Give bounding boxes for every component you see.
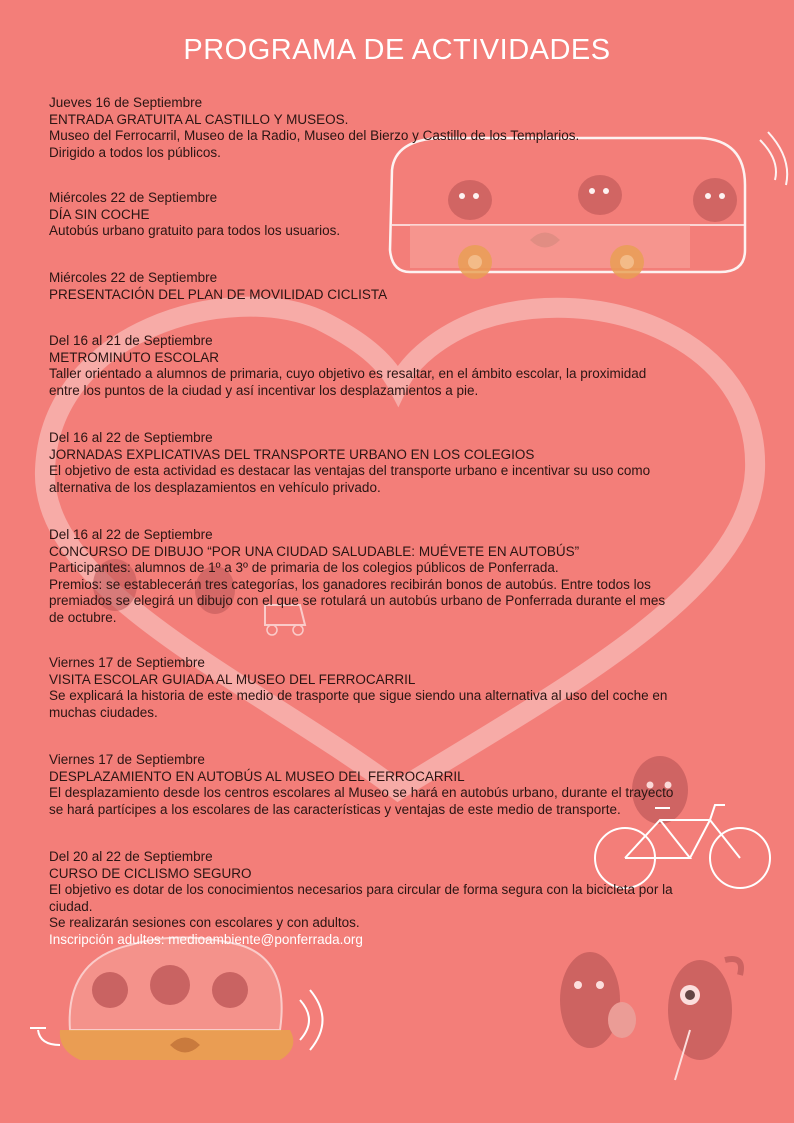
event-4: [49, 333, 769, 399]
event-name: CURSO DE CICLISMO SEGURO: [49, 865, 252, 881]
event-date: Viernes 17 de Septiembre: [49, 655, 205, 670]
event-date: Del 16 al 22 de Septiembre: [49, 527, 213, 542]
event-description: muchas ciudades.: [49, 704, 158, 720]
event-description: entre los puntos de la ciudad y así incentivar los desplazamientos a pie.: [49, 382, 479, 398]
event-name: JORNADAS EXPLICATIVAS DEL TRANSPORTE URBANO EN LOS COLEGIOS: [49, 446, 535, 462]
registration-email-link[interactable]: Inscripción adultos: medioambiente@ponferrada.org: [49, 931, 363, 947]
event-date: Del 16 al 21 de Septiembre: [49, 333, 213, 348]
event-6: [49, 527, 769, 626]
event-description: premiados se elegirá un dibujo con el que se rotulará un autobús urbano de Ponferrada durante el mes: [49, 593, 666, 608]
event-description: de octubre.: [49, 609, 117, 625]
event-description: Dirigido a todos los públicos.: [49, 144, 221, 160]
event-date: Miércoles 22 de Septiembre: [49, 270, 218, 285]
event-description: alternativa de los desplazamientos en vehículo privado.: [49, 479, 381, 495]
event-8: [49, 752, 769, 818]
pedestrians-icon: [560, 952, 741, 1080]
event-description: Participantes: alumnos de 1º a 3º de primaria de los colegios públicos de Ponferrada.: [49, 560, 559, 575]
event-description: El desplazamiento desde los centros escolares al Museo se hará en autobús urbano, durante el trayecto: [49, 785, 674, 800]
event-description: Se realizarán sesiones con escolares y con adultos.: [49, 915, 360, 930]
event-5: [49, 430, 769, 496]
event-1: [49, 95, 769, 161]
event-name: PRESENTACIÓN DEL PLAN DE MOVILIDAD CICLISTA: [49, 286, 388, 302]
event-description: Premios: se establecerán tres categorías, los ganadores recibirán bonos de autobús. Entre todos los: [49, 576, 651, 592]
event-date: Miércoles 22 de Septiembre: [49, 190, 218, 205]
event-description: Autobús urbano gratuito para todos los usuarios.: [49, 223, 341, 238]
event-date: Jueves 16 de Septiembre: [49, 95, 203, 110]
event-9: [49, 849, 769, 948]
event-description: se hará partícipes a los escolares de las características y ventajas de este medio de transporte.: [49, 801, 621, 817]
event-2: [49, 190, 769, 240]
event-date: Del 16 al 22 de Septiembre: [49, 430, 213, 445]
event-name: CONCURSO DE DIBUJO “POR UNA CIUDAD SALUDABLE: MUÉVETE EN AUTOBÚS”: [49, 543, 580, 559]
event-7: [49, 655, 769, 721]
page-title: PROGRAMA DE ACTIVIDADES: [183, 34, 611, 66]
event-3: [49, 270, 769, 303]
event-name: VISITA ESCOLAR GUIADA AL MUSEO DEL FERROCARRIL: [49, 671, 416, 687]
electric-car-icon: [30, 938, 323, 1061]
event-name: METROMINUTO ESCOLAR: [49, 349, 220, 365]
event-name: DESPLAZAMIENTO EN AUTOBÚS AL MUSEO DEL FERROCARRIL: [49, 768, 465, 784]
event-description: Se explicará la historia de este medio de trasporte que sigue siendo una alternativa al uso del coche en: [49, 688, 668, 703]
event-date: Viernes 17 de Septiembre: [49, 752, 205, 767]
event-description: El objetivo es dotar de los conocimientos necesarios para circular de forma segura con la bicicleta por la: [49, 882, 673, 897]
event-date: Del 20 al 22 de Septiembre: [49, 849, 213, 864]
event-description: Museo del Ferrocarril, Museo de la Radio, Museo del Bierzo y Castillo de los Templarios.: [49, 128, 580, 143]
event-description: Taller orientado a alumnos de primaria, cuyo objetivo es resaltar, en el ámbito escolar, la proximidad: [49, 366, 647, 381]
event-name: ENTRADA GRATUITA AL CASTILLO Y MUSEOS.: [49, 111, 349, 127]
event-description: ciudad.: [49, 898, 93, 914]
event-name: DÍA SIN COCHE: [49, 206, 150, 222]
event-description: El objetivo de esta actividad es destacar las ventajas del transporte urbano e incentivar su uso como: [49, 463, 651, 478]
